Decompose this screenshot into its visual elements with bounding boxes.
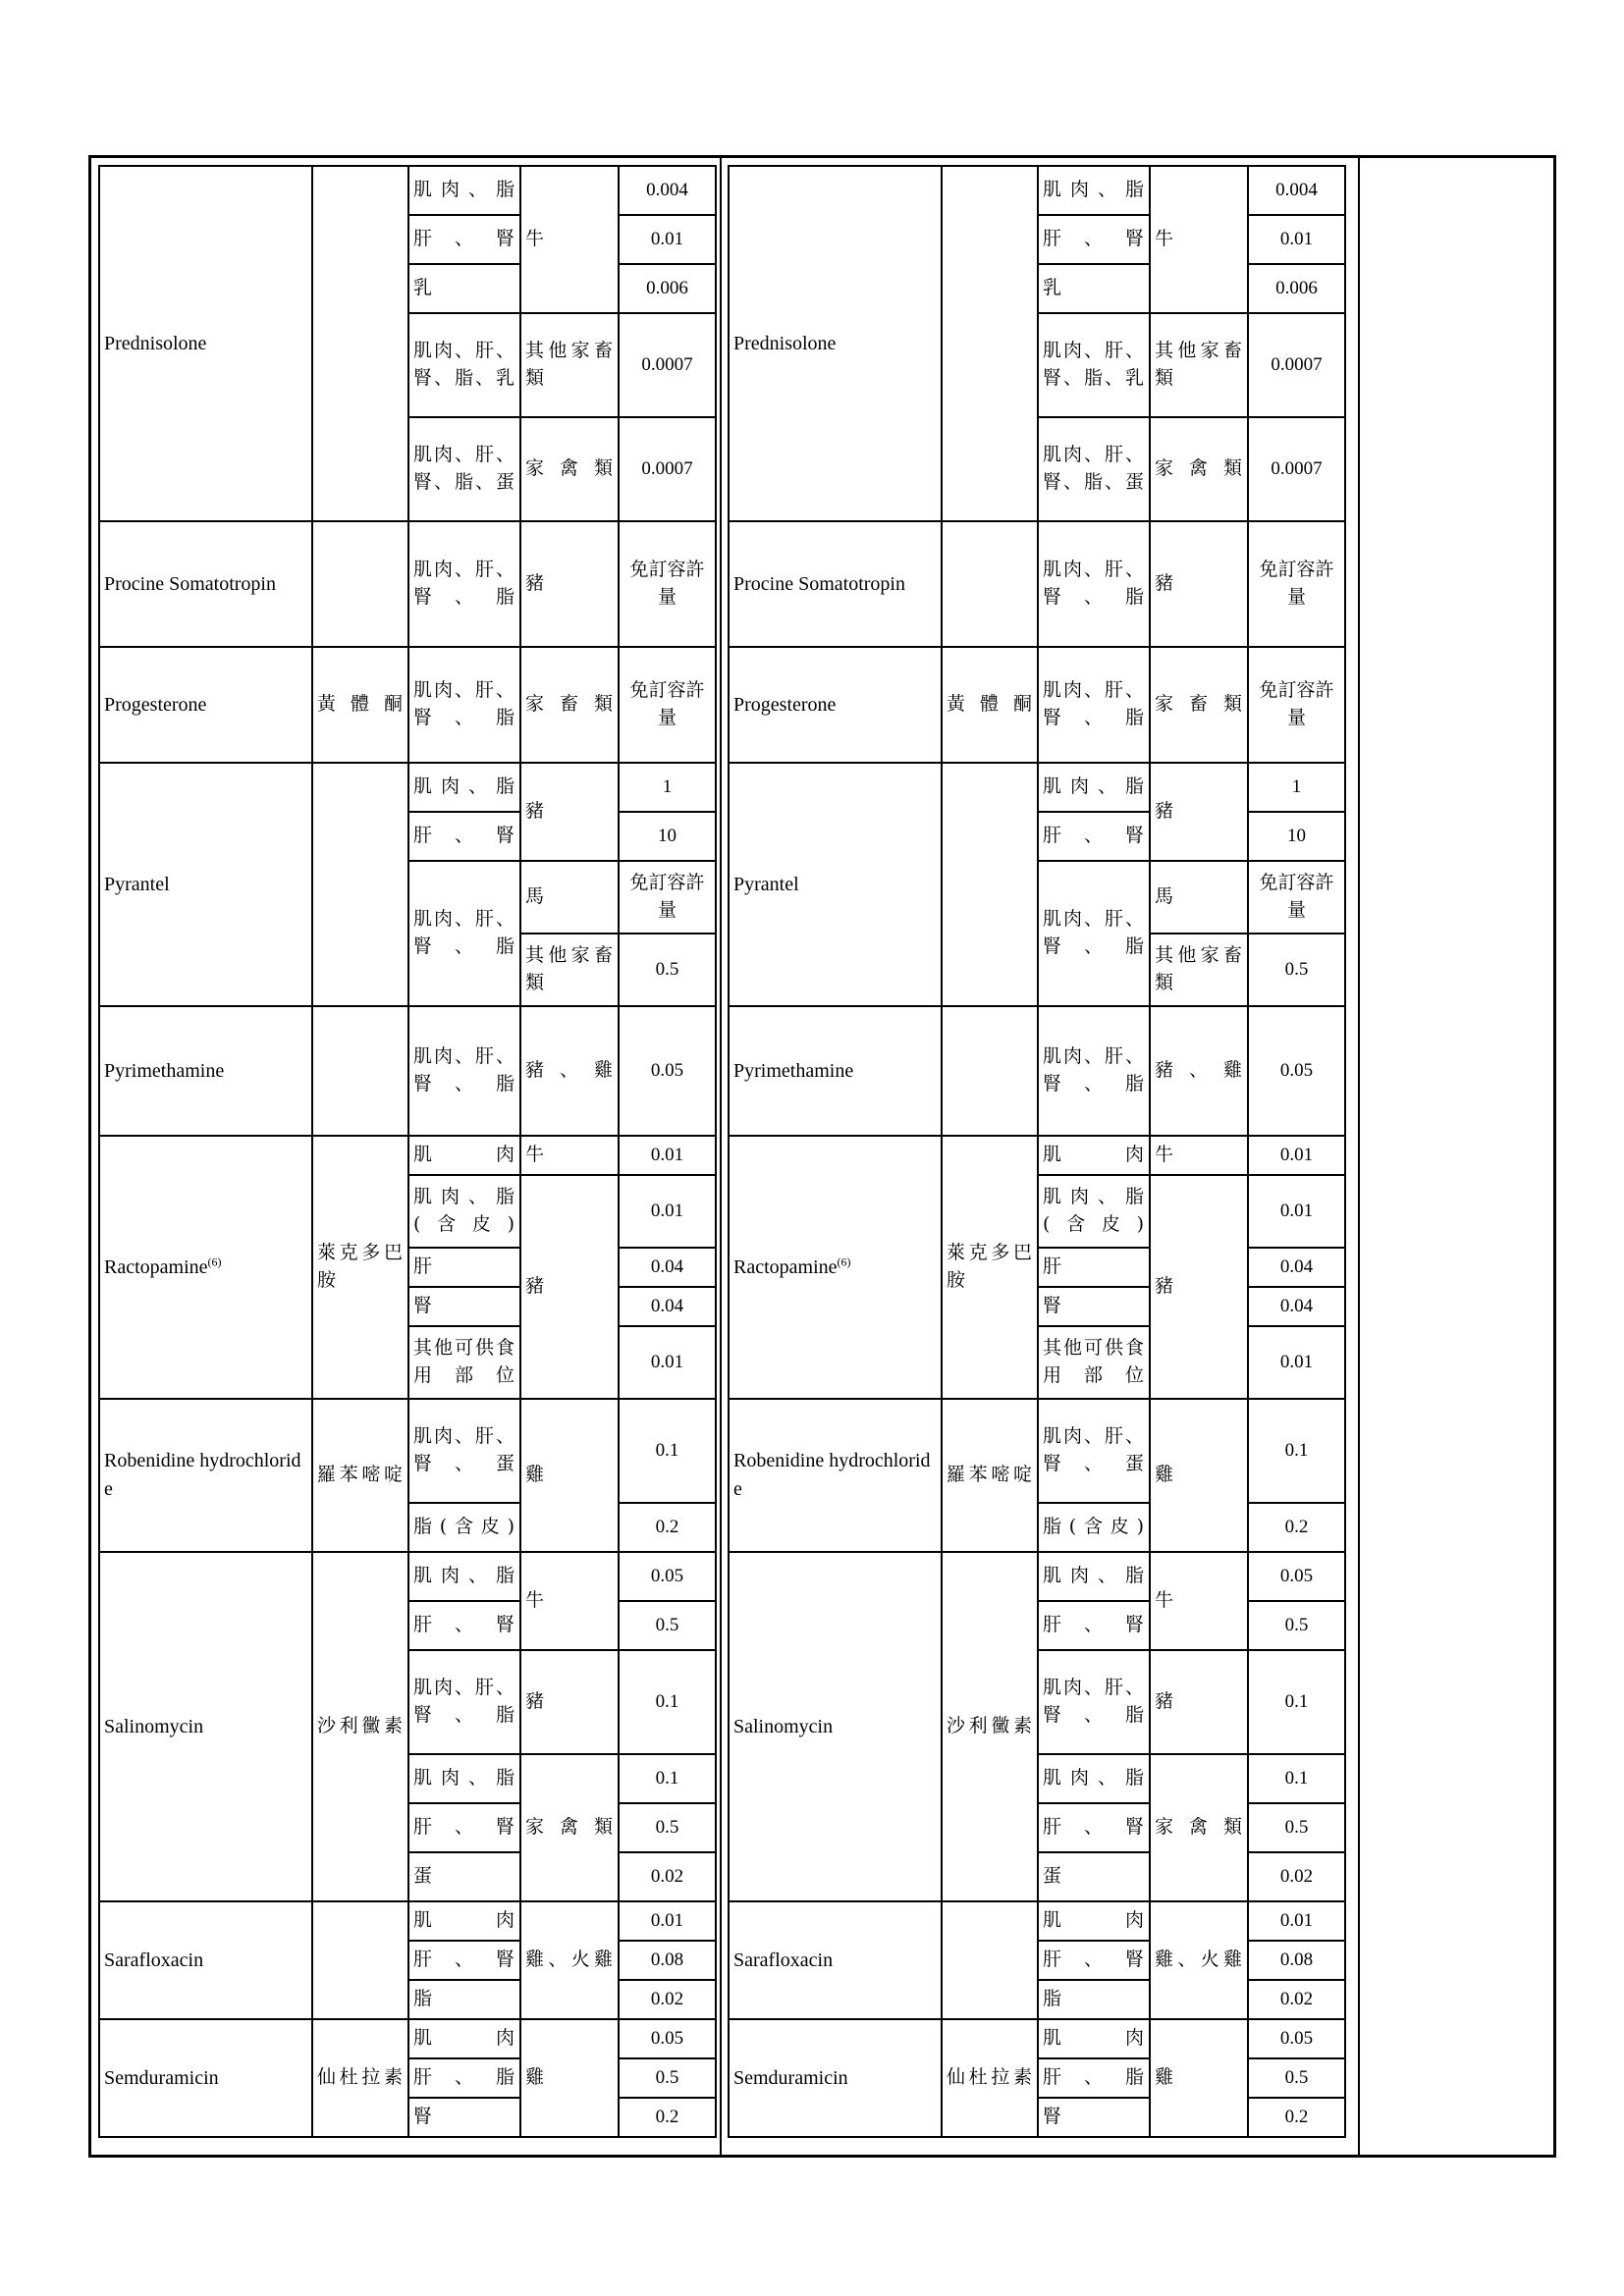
animal-species: 家畜類 bbox=[520, 647, 619, 763]
drug-name-text: Prednisolone bbox=[104, 332, 207, 354]
drug-name bbox=[99, 1006, 312, 1136]
tissue-part: 肌肉、肝、腎、脂 bbox=[408, 647, 520, 763]
animal-species: 馬 bbox=[1150, 861, 1248, 934]
mrl-value: 0.08 bbox=[619, 1941, 716, 1980]
table-row bbox=[99, 1901, 716, 1941]
mrl-value: 0.05 bbox=[1248, 1006, 1345, 1136]
animal-species: 牛 bbox=[1150, 166, 1248, 313]
tissue-part: 肌肉、肝、腎、脂 bbox=[1038, 861, 1150, 1006]
chinese-name: 羅苯嘧啶 bbox=[942, 1399, 1038, 1552]
mrl-value: 0.0007 bbox=[1248, 313, 1345, 417]
mrl-value: 免訂容許量 bbox=[1248, 521, 1345, 647]
residue-table-amended bbox=[728, 165, 1346, 2138]
mrl-value: 0.02 bbox=[1248, 1980, 1345, 2019]
animal-species: 豬 bbox=[520, 1175, 619, 1399]
tissue-part: 肌肉、肝、腎、脂、蛋 bbox=[1038, 417, 1150, 521]
mrl-value: 0.02 bbox=[1248, 1852, 1345, 1901]
mrl-value: 0.02 bbox=[619, 1980, 716, 2019]
drug-name-text: Semduramicin bbox=[104, 2066, 219, 2089]
tissue-part: 肌肉、肝、腎、脂、蛋 bbox=[408, 417, 520, 521]
chinese-name: 羅苯嘧啶 bbox=[312, 1399, 408, 1552]
tissue-part: 肌肉、脂 bbox=[408, 1754, 520, 1803]
tissue-part: 肌肉、肝、腎、脂 bbox=[1038, 647, 1150, 763]
animal-species: 豬 bbox=[1150, 1175, 1248, 1399]
chinese-name bbox=[312, 166, 408, 521]
tissue-part: 其他可供食用部位 bbox=[1038, 1326, 1150, 1399]
animal-species: 豬、雞 bbox=[1150, 1006, 1248, 1136]
table-row bbox=[99, 166, 716, 215]
chinese-name bbox=[942, 763, 1038, 1006]
mrl-value: 0.04 bbox=[619, 1248, 716, 1287]
mrl-value: 0.01 bbox=[1248, 1901, 1345, 1941]
animal-species: 雞 bbox=[520, 1399, 619, 1552]
chinese-name: 仙杜拉素 bbox=[312, 2019, 408, 2137]
animal-species: 家禽類 bbox=[520, 417, 619, 521]
drug-name-text: Pyrimethamine bbox=[733, 1059, 854, 1082]
mrl-value: 0.1 bbox=[1248, 1399, 1345, 1503]
animal-species: 雞 bbox=[1150, 2019, 1248, 2137]
tissue-part: 肝、腎 bbox=[408, 215, 520, 264]
drug-name-text: Pyrantel bbox=[733, 873, 799, 895]
drug-name-text: Sarafloxacin bbox=[733, 1949, 834, 1971]
tissue-part: 肌肉、脂 bbox=[408, 166, 520, 215]
animal-species: 家禽類 bbox=[1150, 417, 1248, 521]
animal-species: 牛 bbox=[520, 1136, 619, 1175]
mrl-value: 0.05 bbox=[619, 1552, 716, 1601]
tissue-part: 肝、腎 bbox=[1038, 1941, 1150, 1980]
tissue-part: 肝、腎 bbox=[1038, 1601, 1150, 1650]
mrl-value: 0.5 bbox=[1248, 934, 1345, 1006]
residue-table-current bbox=[98, 165, 717, 2138]
mrl-value: 0.0007 bbox=[1248, 417, 1345, 521]
table-row bbox=[729, 2019, 1345, 2058]
drug-name-text: Robenidine hydrochloride bbox=[104, 1450, 301, 1500]
animal-species: 家畜類 bbox=[1150, 647, 1248, 763]
column-divider bbox=[720, 157, 722, 2158]
mrl-value: 0.1 bbox=[619, 1399, 716, 1503]
chinese-name bbox=[942, 1901, 1038, 2019]
mrl-value: 0.0007 bbox=[619, 417, 716, 521]
chinese-name bbox=[942, 1006, 1038, 1136]
drug-name bbox=[99, 647, 312, 763]
tissue-part: 肌肉 bbox=[1038, 1901, 1150, 1941]
animal-species: 豬 bbox=[520, 763, 619, 861]
drug-name bbox=[99, 2019, 312, 2137]
tissue-part: 肌肉、肝、腎、脂、乳 bbox=[1038, 313, 1150, 417]
chinese-name: 萊克多巴胺 bbox=[942, 1136, 1038, 1399]
drug-name-text: Salinomycin bbox=[733, 1715, 834, 1737]
mrl-value: 免訂容許量 bbox=[1248, 647, 1345, 763]
tissue-part: 肝、腎 bbox=[1038, 215, 1150, 264]
table-row bbox=[729, 763, 1345, 812]
tissue-part: 肌肉 bbox=[408, 1901, 520, 1941]
table-row bbox=[729, 1901, 1345, 1941]
mrl-value: 0.01 bbox=[619, 1136, 716, 1175]
chinese-name bbox=[312, 1901, 408, 2019]
drug-name bbox=[729, 763, 942, 1006]
table-row bbox=[99, 1006, 716, 1136]
animal-species: 其他家畜類 bbox=[1150, 934, 1248, 1006]
animal-species: 豬 bbox=[1150, 521, 1248, 647]
mrl-value: 0.04 bbox=[1248, 1287, 1345, 1326]
animal-species: 豬 bbox=[520, 1650, 619, 1754]
table-row bbox=[729, 1136, 1345, 1175]
tissue-part: 腎 bbox=[408, 2098, 520, 2137]
table-row bbox=[99, 647, 716, 763]
mrl-value: 0.1 bbox=[1248, 1650, 1345, 1754]
tissue-part: 肌肉、脂 bbox=[1038, 763, 1150, 812]
mrl-value: 0.004 bbox=[619, 166, 716, 215]
tissue-part: 其他可供食用部位 bbox=[408, 1326, 520, 1399]
animal-species: 豬 bbox=[520, 521, 619, 647]
tissue-part: 肌肉 bbox=[1038, 1136, 1150, 1175]
table-row bbox=[99, 521, 716, 647]
mrl-value: 0.08 bbox=[1248, 1941, 1345, 1980]
drug-name bbox=[99, 1399, 312, 1552]
mrl-value: 免訂容許量 bbox=[619, 521, 716, 647]
mrl-value: 0.1 bbox=[619, 1754, 716, 1803]
tissue-part: 肌肉、脂(含皮) bbox=[1038, 1175, 1150, 1248]
animal-species: 牛 bbox=[520, 1552, 619, 1650]
tissue-part: 脂 bbox=[1038, 1980, 1150, 2019]
mrl-value: 0.5 bbox=[1248, 1803, 1345, 1852]
tissue-part: 肌肉、肝、腎、脂 bbox=[1038, 1650, 1150, 1754]
tissue-part: 乳 bbox=[408, 264, 520, 313]
drug-name bbox=[729, 1006, 942, 1136]
drug-name-text: Ractopamine bbox=[104, 1255, 208, 1278]
drug-name bbox=[99, 1136, 312, 1399]
tissue-part: 乳 bbox=[1038, 264, 1150, 313]
tissue-part: 肌肉、肝、腎、脂 bbox=[408, 521, 520, 647]
animal-species: 其他家畜類 bbox=[1150, 313, 1248, 417]
tissue-part: 腎 bbox=[408, 1287, 520, 1326]
tissue-part: 肌肉、脂 bbox=[1038, 1754, 1150, 1803]
chinese-name bbox=[942, 521, 1038, 647]
mrl-value: 0.04 bbox=[619, 1287, 716, 1326]
mrl-value: 0.5 bbox=[619, 934, 716, 1006]
mrl-value: 0.05 bbox=[619, 2019, 716, 2058]
tissue-part: 肌肉、脂 bbox=[1038, 166, 1150, 215]
table-row bbox=[729, 166, 1345, 215]
animal-species: 牛 bbox=[1150, 1552, 1248, 1650]
mrl-value: 0.5 bbox=[1248, 1601, 1345, 1650]
mrl-value: 1 bbox=[1248, 763, 1345, 812]
mrl-value: 0.5 bbox=[1248, 2058, 1345, 2098]
tissue-part: 肌肉、肝、腎、蛋 bbox=[1038, 1399, 1150, 1503]
animal-species: 豬 bbox=[1150, 763, 1248, 861]
chinese-name bbox=[942, 166, 1038, 521]
mrl-value: 0.2 bbox=[1248, 1503, 1345, 1552]
mrl-value: 0.5 bbox=[619, 1601, 716, 1650]
column-divider bbox=[1358, 157, 1360, 2158]
table-row bbox=[729, 1399, 1345, 1503]
mrl-value: 0.2 bbox=[619, 2098, 716, 2137]
chinese-name: 沙利黴素 bbox=[312, 1552, 408, 1901]
drug-name-text: Salinomycin bbox=[104, 1715, 204, 1737]
table-row bbox=[99, 763, 716, 812]
animal-species: 家禽類 bbox=[1150, 1754, 1248, 1901]
mrl-value: 0.01 bbox=[619, 1175, 716, 1248]
tissue-part: 肌肉 bbox=[1038, 2019, 1150, 2058]
drug-name-text: Progesterone bbox=[733, 693, 837, 716]
mrl-value: 0.01 bbox=[1248, 1175, 1345, 1248]
tissue-part: 脂 bbox=[408, 1980, 520, 2019]
mrl-value: 0.1 bbox=[1248, 1754, 1345, 1803]
drug-name bbox=[99, 521, 312, 647]
tissue-part: 肝、脂 bbox=[408, 2058, 520, 2098]
tissue-part: 肝、脂 bbox=[1038, 2058, 1150, 2098]
drug-name-text: Ractopamine bbox=[733, 1255, 838, 1278]
chinese-name: 萊克多巴胺 bbox=[312, 1136, 408, 1399]
mrl-value: 0.01 bbox=[1248, 1136, 1345, 1175]
chinese-name bbox=[312, 521, 408, 647]
mrl-value: 1 bbox=[619, 763, 716, 812]
animal-species: 其他家畜類 bbox=[520, 934, 619, 1006]
mrl-value: 0.0007 bbox=[619, 313, 716, 417]
chinese-name: 沙利黴素 bbox=[942, 1552, 1038, 1901]
drug-name bbox=[729, 1552, 942, 1901]
drug-name bbox=[729, 1901, 942, 2019]
tissue-part: 肝 bbox=[1038, 1248, 1150, 1287]
drug-name-text: Pyrantel bbox=[104, 873, 170, 895]
tissue-part: 肌肉、肝、腎、蛋 bbox=[408, 1399, 520, 1503]
chinese-name: 黃體酮 bbox=[942, 647, 1038, 763]
mrl-value: 10 bbox=[619, 812, 716, 861]
drug-name-text: Procine Somatotropin bbox=[733, 572, 905, 595]
mrl-value: 0.05 bbox=[619, 1006, 716, 1136]
mrl-value: 免訂容許量 bbox=[619, 647, 716, 763]
footnote-mark: (6) bbox=[207, 1254, 222, 1268]
drug-name bbox=[99, 1552, 312, 1901]
table-row bbox=[729, 1006, 1345, 1136]
animal-species: 雞 bbox=[1150, 1399, 1248, 1552]
animal-species: 豬、雞 bbox=[520, 1006, 619, 1136]
drug-name-text: Pyrimethamine bbox=[104, 1059, 225, 1082]
mrl-value: 0.01 bbox=[619, 1901, 716, 1941]
drug-name bbox=[99, 1901, 312, 2019]
tissue-part: 肝、腎 bbox=[408, 812, 520, 861]
table-row bbox=[729, 647, 1345, 763]
tissue-part: 蛋 bbox=[1038, 1852, 1150, 1901]
tissue-part: 腎 bbox=[1038, 1287, 1150, 1326]
chinese-name: 黃體酮 bbox=[312, 647, 408, 763]
mrl-value: 免訂容許量 bbox=[1248, 861, 1345, 934]
tissue-part: 肝、腎 bbox=[1038, 1803, 1150, 1852]
tissue-part: 肌肉、肝、腎、脂 bbox=[408, 861, 520, 1006]
mrl-value: 0.01 bbox=[1248, 1326, 1345, 1399]
animal-species: 其他家畜類 bbox=[520, 313, 619, 417]
drug-name-text: Semduramicin bbox=[733, 2066, 848, 2089]
mrl-value: 免訂容許量 bbox=[619, 861, 716, 934]
tissue-part: 肌肉、脂(含皮) bbox=[408, 1175, 520, 1248]
tissue-part: 肝、腎 bbox=[1038, 812, 1150, 861]
tissue-part: 肌肉、脂 bbox=[408, 1552, 520, 1601]
drug-name bbox=[99, 763, 312, 1006]
animal-species: 牛 bbox=[520, 166, 619, 313]
chinese-name bbox=[312, 1006, 408, 1136]
table-row bbox=[729, 1552, 1345, 1601]
tissue-part: 肝、腎 bbox=[408, 1601, 520, 1650]
drug-name bbox=[729, 1136, 942, 1399]
drug-name-text: Prednisolone bbox=[733, 332, 837, 354]
mrl-value: 0.01 bbox=[619, 215, 716, 264]
tissue-part: 肌肉、肝、腎、脂 bbox=[1038, 521, 1150, 647]
drug-name bbox=[99, 166, 312, 521]
tissue-part: 肌肉、肝、腎、脂 bbox=[1038, 1006, 1150, 1136]
table-row bbox=[99, 1399, 716, 1503]
chinese-name: 仙杜拉素 bbox=[942, 2019, 1038, 2137]
tissue-part: 脂(含皮) bbox=[408, 1503, 520, 1552]
tissue-part: 肝、腎 bbox=[408, 1803, 520, 1852]
mrl-value: 0.05 bbox=[1248, 2019, 1345, 2058]
tissue-part: 肌肉 bbox=[408, 1136, 520, 1175]
table-row bbox=[99, 1552, 716, 1601]
tissue-part: 腎 bbox=[1038, 2098, 1150, 2137]
mrl-value: 0.02 bbox=[619, 1852, 716, 1901]
tissue-part: 肌肉、脂 bbox=[1038, 1552, 1150, 1601]
mrl-value: 0.2 bbox=[1248, 2098, 1345, 2137]
tissue-part: 肌肉、脂 bbox=[408, 763, 520, 812]
animal-species: 雞、火雞 bbox=[520, 1901, 619, 2019]
drug-name bbox=[729, 166, 942, 521]
footnote-mark: (6) bbox=[837, 1254, 851, 1268]
tissue-part: 肌肉 bbox=[408, 2019, 520, 2058]
tissue-part: 肝、腎 bbox=[408, 1941, 520, 1980]
tissue-part: 肌肉、肝、腎、脂、乳 bbox=[408, 313, 520, 417]
animal-species: 馬 bbox=[520, 861, 619, 934]
drug-name bbox=[729, 647, 942, 763]
drug-name-text: Progesterone bbox=[104, 693, 207, 716]
drug-name-text: Procine Somatotropin bbox=[104, 572, 276, 595]
tissue-part: 肝 bbox=[408, 1248, 520, 1287]
mrl-value: 10 bbox=[1248, 812, 1345, 861]
table-row bbox=[729, 521, 1345, 647]
tissue-part: 肌肉、肝、腎、脂 bbox=[408, 1006, 520, 1136]
chinese-name bbox=[312, 763, 408, 1006]
mrl-value: 0.006 bbox=[619, 264, 716, 313]
mrl-value: 0.004 bbox=[1248, 166, 1345, 215]
table-row bbox=[99, 1136, 716, 1175]
mrl-value: 0.01 bbox=[619, 1326, 716, 1399]
tissue-part: 脂(含皮) bbox=[1038, 1503, 1150, 1552]
drug-name-text: Sarafloxacin bbox=[104, 1949, 204, 1971]
tissue-part: 肌肉、肝、腎、脂 bbox=[408, 1650, 520, 1754]
mrl-value: 0.01 bbox=[1248, 215, 1345, 264]
animal-species: 雞、火雞 bbox=[1150, 1901, 1248, 2019]
table-row bbox=[99, 2019, 716, 2058]
mrl-value: 0.006 bbox=[1248, 264, 1345, 313]
drug-name bbox=[729, 2019, 942, 2137]
drug-name bbox=[729, 1399, 942, 1552]
mrl-value: 0.5 bbox=[619, 1803, 716, 1852]
animal-species: 雞 bbox=[520, 2019, 619, 2137]
animal-species: 牛 bbox=[1150, 1136, 1248, 1175]
animal-species: 家禽類 bbox=[520, 1754, 619, 1901]
drug-name bbox=[729, 521, 942, 647]
mrl-value: 0.1 bbox=[619, 1650, 716, 1754]
mrl-value: 0.04 bbox=[1248, 1248, 1345, 1287]
tissue-part: 蛋 bbox=[408, 1852, 520, 1901]
mrl-value: 0.05 bbox=[1248, 1552, 1345, 1601]
mrl-value: 0.2 bbox=[619, 1503, 716, 1552]
mrl-value: 0.5 bbox=[619, 2058, 716, 2098]
animal-species: 豬 bbox=[1150, 1650, 1248, 1754]
drug-name-text: Robenidine hydrochloride bbox=[733, 1450, 931, 1500]
